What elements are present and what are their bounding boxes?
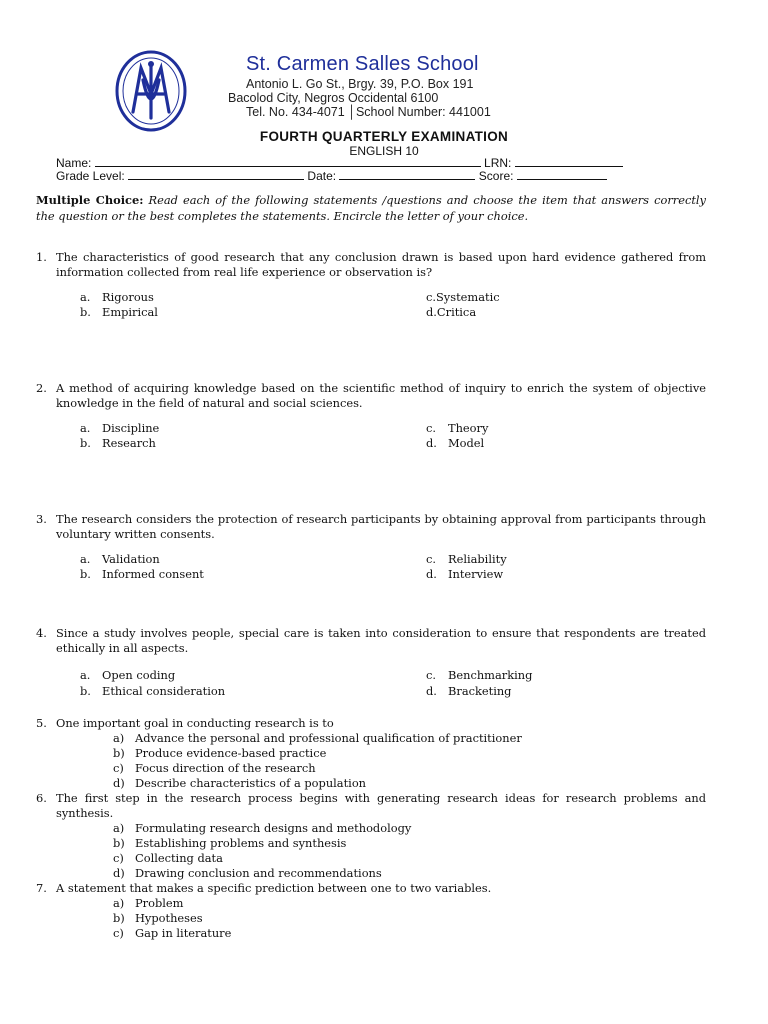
option-text: c.Systematic (426, 290, 500, 304)
instructions-text: Read each of the following statements /questions and choose the item that answers correctly the question or the best completes the statements. Encircle the letter of your choice. (36, 193, 706, 223)
date-label: Date: (307, 169, 337, 183)
option-b[interactable] (113, 911, 203, 926)
option-b[interactable] (113, 746, 326, 761)
instructions (36, 193, 706, 224)
question-7 (36, 881, 706, 896)
option-c[interactable] (426, 421, 488, 436)
option-text: Ethical consideration (102, 684, 226, 698)
option-text: Discipline (102, 421, 160, 435)
question-stem: A statement that makes a specific prediction between one to two variables. (56, 881, 492, 895)
option-d[interactable] (426, 436, 484, 451)
option-text: Model (448, 436, 485, 450)
option-d[interactable] (113, 866, 382, 881)
option-letter: d) (113, 776, 125, 790)
score-label: Score: (478, 169, 514, 183)
option-text: Bracketing (448, 684, 512, 698)
option-text: Focus direction of the research (135, 761, 316, 775)
option-text: Hypotheses (135, 911, 203, 925)
option-letter: a. (80, 290, 91, 304)
option-letter: d. (426, 567, 437, 581)
grade-field[interactable] (128, 169, 304, 180)
option-text: Formulating research designs and methodology (135, 821, 412, 835)
option-b[interactable] (80, 567, 204, 582)
instructions-label: Multiple Choice: (36, 193, 144, 207)
option-a[interactable] (80, 421, 159, 436)
option-a[interactable] (113, 821, 411, 836)
option-letter: c. (426, 421, 437, 435)
option-text: Gap in literature (135, 926, 232, 940)
option-text: Describe characteristics of a population (135, 776, 367, 790)
question-number: 4. (36, 626, 47, 640)
option-c[interactable] (113, 851, 223, 866)
option-b[interactable] (80, 684, 225, 699)
exam-title: FOURTH QUARTERLY EXAMINATION (259, 129, 509, 144)
question-2 (36, 381, 706, 411)
question-stem: Since a study involves people, special care is taken into consideration to ensure that respondents are treated ethically in all aspects. (56, 626, 706, 655)
question-number: 7. (36, 881, 47, 895)
question-1 (36, 250, 706, 280)
option-letter: c) (113, 761, 124, 775)
option-letter: d) (113, 866, 125, 880)
option-c[interactable] (426, 668, 532, 683)
grade-label: Grade Level: (56, 169, 125, 183)
option-letter: a) (113, 821, 125, 835)
option-c[interactable] (426, 290, 500, 305)
option-b[interactable] (80, 305, 158, 320)
option-a[interactable] (113, 731, 522, 746)
option-text: Reliability (448, 552, 507, 566)
score-field[interactable] (517, 169, 607, 180)
option-d[interactable] (426, 684, 511, 699)
school-logo (115, 50, 187, 132)
option-text: d.Critica (426, 305, 477, 319)
option-letter: d. (426, 436, 437, 450)
option-letter: a) (113, 731, 125, 745)
name-lrn-row (56, 156, 623, 170)
question-3 (36, 512, 706, 542)
option-letter: a. (80, 552, 91, 566)
lrn-field[interactable] (515, 156, 623, 167)
option-letter: c) (113, 926, 124, 940)
option-b[interactable] (113, 836, 346, 851)
option-text: Validation (102, 552, 160, 566)
question-number: 1. (36, 250, 47, 264)
question-number: 6. (36, 791, 47, 805)
option-letter: b. (80, 436, 91, 450)
lrn-label: LRN: (484, 156, 512, 170)
option-text: Open coding (102, 668, 176, 682)
option-letter: d. (426, 684, 437, 698)
exam-subject: ENGLISH 10 (349, 144, 419, 158)
name-field[interactable] (95, 156, 481, 167)
question-number: 2. (36, 381, 47, 395)
option-letter: c. (426, 668, 437, 682)
option-text: Interview (448, 567, 504, 581)
option-d[interactable] (113, 776, 366, 791)
grade-date-score-row (56, 169, 607, 183)
option-letter: c) (113, 851, 124, 865)
address-line-1: Antonio L. Go St., Brgy. 39, P.O. Box 191 (246, 77, 474, 91)
option-d[interactable] (426, 567, 503, 582)
option-d[interactable] (426, 305, 476, 320)
question-5 (36, 716, 706, 731)
question-6 (36, 791, 706, 821)
option-a[interactable] (80, 552, 160, 567)
option-letter: b. (80, 684, 91, 698)
option-letter: b) (113, 911, 125, 925)
option-b[interactable] (80, 436, 156, 451)
question-number: 3. (36, 512, 47, 526)
option-letter: b) (113, 746, 125, 760)
option-text: Problem (135, 896, 184, 910)
question-stem: The research considers the protection of research participants by obtaining approval from participants through voluntary written consents. (56, 512, 706, 541)
option-letter: b. (80, 305, 91, 319)
option-text: Empirical (102, 305, 158, 319)
question-stem: A method of acquiring knowledge based on the scientific method of inquiry to enrich the system of objective knowledge in the field of natural and social sciences. (56, 381, 706, 410)
question-number: 5. (36, 716, 47, 730)
option-letter: a. (80, 668, 91, 682)
question-stem: The characteristics of good research that any conclusion drawn is based upon hard evidence gathered from information collected from real life experience or observation is? (56, 250, 706, 279)
option-letter: b) (113, 836, 125, 850)
name-label: Name: (56, 156, 92, 170)
option-text: Theory (448, 421, 489, 435)
question-stem: The first step in the research process begins with generating research ideas for research problems and synthesis. (56, 791, 706, 820)
option-text: Advance the personal and professional qualification of practitioner (135, 731, 522, 745)
option-text: Drawing conclusion and recommendations (135, 866, 382, 880)
question-4 (36, 626, 706, 656)
date-field[interactable] (339, 169, 475, 180)
option-letter: a) (113, 896, 125, 910)
option-text: Informed consent (102, 567, 204, 581)
address-line-3: Tel. No. 434-4071 │School Number: 441001 (246, 105, 491, 119)
option-text: Collecting data (135, 851, 223, 865)
option-letter: c. (426, 552, 437, 566)
option-letter: b. (80, 567, 91, 581)
option-c[interactable] (113, 761, 316, 776)
option-c[interactable] (426, 552, 507, 567)
option-c[interactable] (113, 926, 231, 941)
option-text: Produce evidence-based practice (135, 746, 327, 760)
option-a[interactable] (80, 668, 175, 683)
question-stem: One important goal in conducting research is to (56, 716, 334, 730)
address-line-2: Bacolod City, Negros Occidental 6100 (228, 91, 439, 105)
option-a[interactable] (80, 290, 154, 305)
option-text: Research (102, 436, 156, 450)
school-name: St. Carmen Salles School (246, 53, 479, 75)
option-text: Establishing problems and synthesis (135, 836, 347, 850)
option-a[interactable] (113, 896, 183, 911)
option-letter: a. (80, 421, 91, 435)
option-text: Rigorous (102, 290, 154, 304)
option-text: Benchmarking (448, 668, 533, 682)
